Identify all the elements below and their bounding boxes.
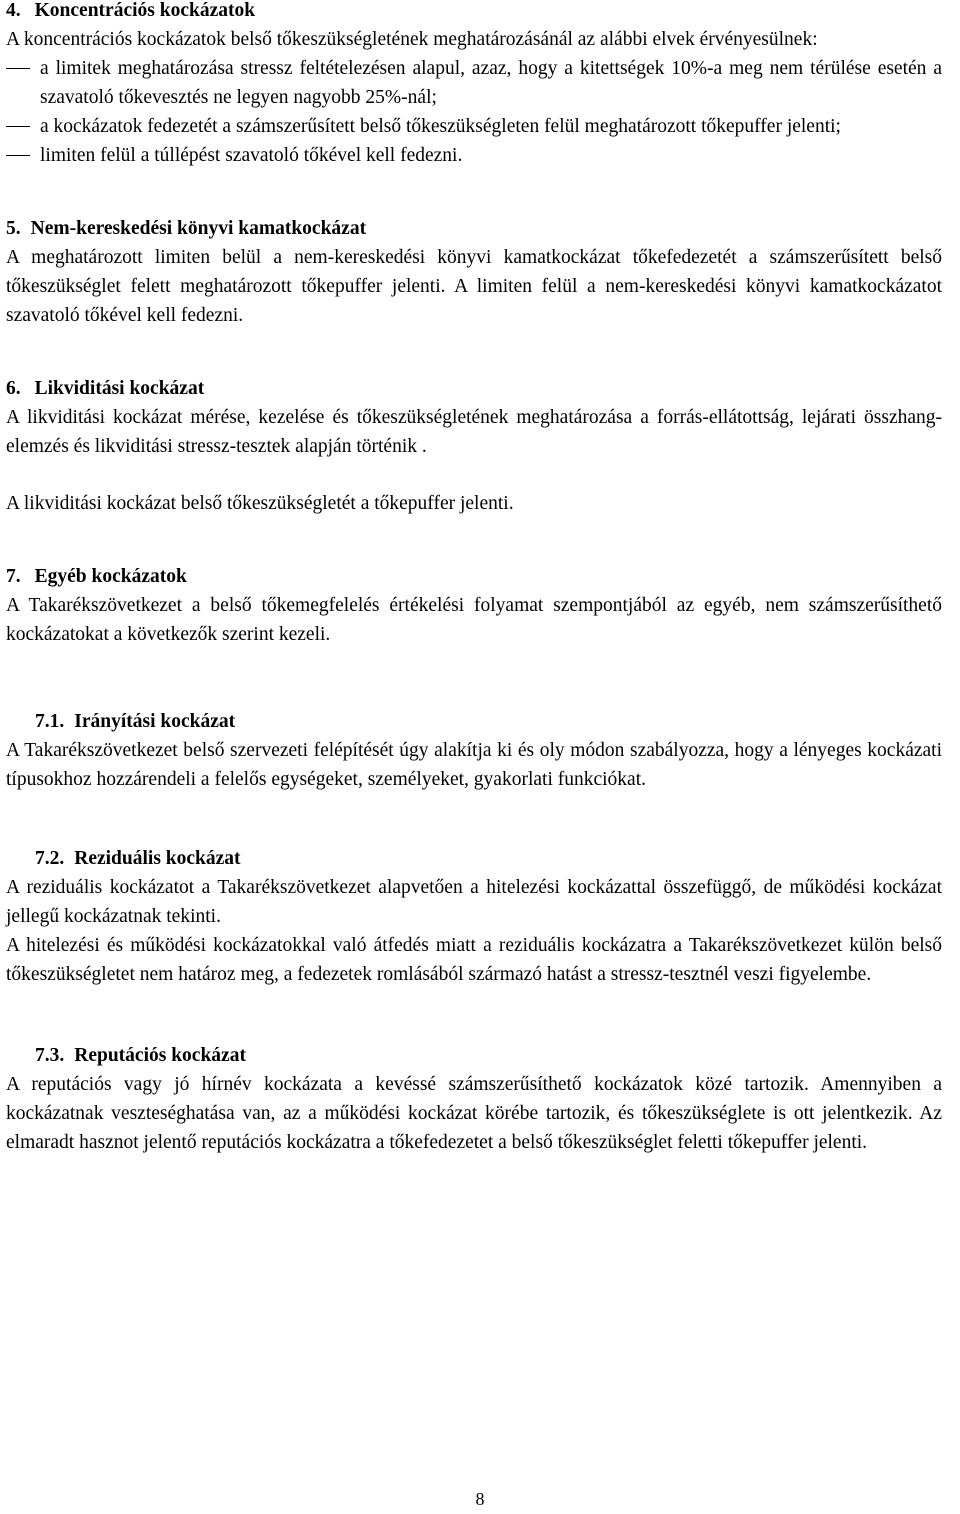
section-heading [6, 707, 942, 736]
section-number: 7.1. [35, 711, 65, 732]
list-item: a limitek meghatározása stressz feltételezésen alapul, azaz, hogy a kitettségek 10%-a meg nem térülése esetén a szavatoló tőkevesztés ne legyen nagyobb 25%-nál; [6, 54, 942, 112]
dash-bullet-icon [6, 68, 30, 69]
section-title: Reputációs kockázat [74, 1045, 246, 1066]
section-heading [6, 0, 942, 25]
section-heading [6, 562, 942, 591]
paragraph: A Takarékszövetkezet belső szervezeti felépítését úgy alakítja ki és oly módon szabályozza, hogy a lényeges kockázati típusokhoz hozzárendeli a felelős egységeket, személyeket, gyakorlati funkciókat. [6, 740, 942, 790]
section-number: 7. [6, 566, 21, 587]
section-title: Nem-kereskedési könyvi kamatkockázat [30, 218, 367, 239]
section-7-3 [6, 1041, 942, 1157]
section-title: Koncentrációs kockázatok [34, 0, 256, 21]
section-6 [6, 374, 942, 518]
dash-bullet-icon [6, 126, 30, 127]
section-4 [6, 0, 942, 170]
section-number: 6. [6, 378, 21, 399]
paragraph: A likviditási kockázat mérése, kezelése és tőkeszükségletének meghatározása a forrás-ellátottság, lejárati összhang-elemzés és likviditási stressz-tesztek alapján történik . [6, 407, 942, 457]
section-number: 7.2. [35, 848, 65, 869]
section-number: 4. [6, 0, 21, 21]
paragraph: A reputációs vagy jó hírnév kockázata a kevéssé számszerűsíthető kockázatok közé tartozik. Amennyiben a kockázatnak veszteséghatása van, az a működési kockázat körébe tartozik, és tőkeszükséglete is ott jelentkezik. Az elmaradt hasznot jelentő reputációs kockázatra a tőkefedezetet a belső tőkeszükséglet feletti tőkepuffer jelenti. [6, 1074, 942, 1153]
paragraph: A likviditási kockázat belső tőkeszükségletét a tőkepuffer jelenti. [6, 493, 514, 514]
section-number: 5. [6, 218, 21, 239]
list-item: limiten felül a túllépést szavatoló tőkével kell fedezni. [6, 141, 942, 170]
section-heading [6, 844, 942, 873]
paragraph: A reziduális kockázatot a Takarékszövetkezet alapvetően a hitelezési kockázattal összefüggő, de működési kockázat jellegű kockázatnak tekinti. [6, 877, 942, 927]
section-title: Likviditási kockázat [34, 378, 205, 399]
section-heading [6, 1041, 942, 1070]
dash-bullet-icon [6, 155, 30, 156]
section-intro: A koncentrációs kockázatok belső tőkeszükségletének meghatározásánál az alábbi elvek érvényesülnek: [6, 29, 818, 50]
paragraph: A meghatározott limiten belül a nem-kereskedési könyvi kamatkockázat tőkefedezetét a számszerűsített belső tőkeszükséglet felett meghatározott tőkepuffer jelenti. A limiten felül a nem-kereskedési könyvi kamatkockázatot szavatoló tőkével kell fedezni. [6, 247, 942, 326]
paragraph: A Takarékszövetkezet a belső tőkemegfelelés értékelési folyamat szempontjából az egyéb, nem számszerűsíthető kockázatokat a következők szerint kezeli. [6, 595, 942, 645]
bullet-list [6, 54, 942, 170]
list-item: a kockázatok fedezetét a számszerűsített belső tőkeszükségleten felül meghatározott tőkepuffer jelenti; [6, 112, 942, 141]
section-5 [6, 214, 942, 330]
section-title: Egyéb kockázatok [34, 566, 187, 587]
section-7-2 [6, 844, 942, 989]
section-7 [6, 562, 942, 649]
section-heading [6, 214, 942, 243]
section-title: Reziduális kockázat [74, 848, 241, 869]
document-page [6, 0, 942, 1157]
section-title: Irányítási kockázat [74, 711, 236, 732]
paragraph: A hitelezési és működési kockázatokkal való átfedés miatt a reziduális kockázatra a Takarékszövetkezet külön belső tőkeszükségletet nem határoz meg, a fedezetek romlásából származó hatást a stressz-tesztnél veszi figyelembe. [6, 935, 942, 985]
page-number: 8 [475, 1489, 485, 1509]
section-number: 7.3. [35, 1045, 65, 1066]
section-7-1 [6, 707, 942, 794]
section-heading [6, 374, 942, 403]
